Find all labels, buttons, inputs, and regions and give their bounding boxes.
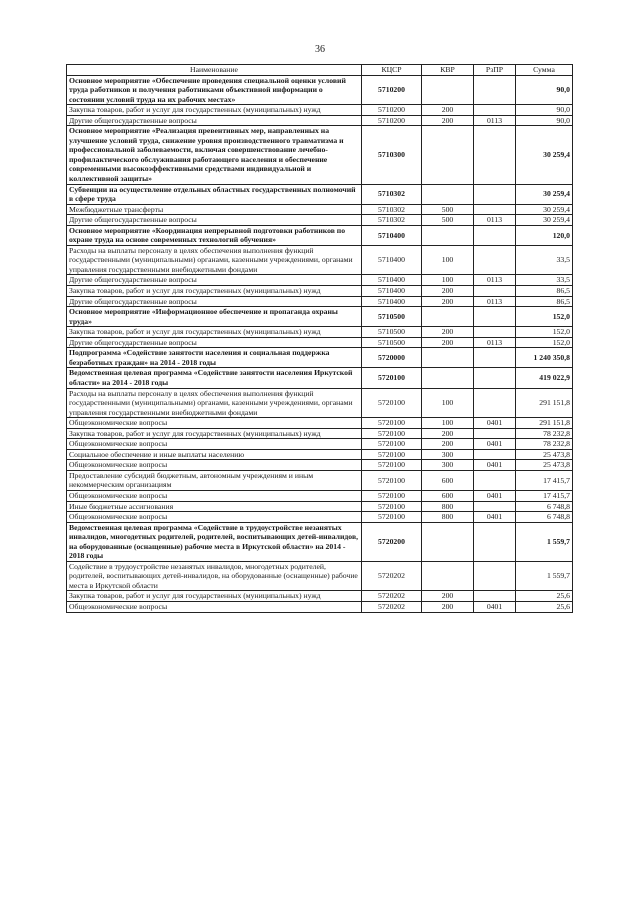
cell-rzpr: 0401: [474, 460, 516, 471]
table-row: [67, 296, 573, 307]
cell-rzpr: [474, 522, 516, 561]
cell-rzpr: 0113: [474, 296, 516, 307]
cell-sum: 419 022,9: [516, 368, 573, 388]
cell-name: Закупка товаров, работ и услуг для государственных (муниципальных) нужд: [67, 105, 362, 116]
cell-rzpr: 0401: [474, 601, 516, 612]
cell-kvr: 100: [422, 388, 474, 418]
cell-kcsr: 5710400: [362, 296, 422, 307]
cell-name: Подпрограмма «Содействие занятости населения и социальная поддержка безработных граждан» на 2014 - 2018 годы: [67, 348, 362, 368]
table-row: [67, 307, 573, 327]
cell-kvr: 200: [422, 296, 474, 307]
cell-kcsr: 5720100: [362, 449, 422, 460]
cell-kvr: [422, 126, 474, 184]
cell-kcsr: 5710302: [362, 184, 422, 204]
cell-kvr: [422, 225, 474, 245]
cell-sum: 25,6: [516, 591, 573, 602]
cell-rzpr: [474, 428, 516, 439]
cell-rzpr: [474, 307, 516, 327]
cell-rzpr: 0113: [474, 337, 516, 348]
table-row: [67, 126, 573, 184]
cell-kvr: 600: [422, 470, 474, 490]
cell-kvr: 300: [422, 449, 474, 460]
cell-kcsr: 5720100: [362, 490, 422, 501]
cell-kvr: 500: [422, 215, 474, 226]
header-kvr: КВР: [422, 65, 474, 76]
table-row: [67, 184, 573, 204]
cell-kcsr: 5710200: [362, 75, 422, 105]
cell-name: Другие общегосударственные вопросы: [67, 275, 362, 286]
table-row: [67, 286, 573, 297]
cell-sum: 120,0: [516, 225, 573, 245]
cell-sum: 152,0: [516, 337, 573, 348]
cell-sum: 30 259,4: [516, 204, 573, 215]
cell-kvr: [422, 348, 474, 368]
cell-sum: 90,0: [516, 105, 573, 116]
cell-name: Общеэкономические вопросы: [67, 439, 362, 450]
cell-name: Закупка товаров, работ и услуг для государственных (муниципальных) нужд: [67, 591, 362, 602]
table-row: [67, 245, 573, 275]
table-row: [67, 204, 573, 215]
cell-rzpr: 0401: [474, 418, 516, 429]
table-row: [67, 428, 573, 439]
cell-kcsr: 5710302: [362, 204, 422, 215]
cell-rzpr: 0401: [474, 512, 516, 523]
cell-rzpr: 0113: [474, 215, 516, 226]
table-row: [67, 215, 573, 226]
cell-rzpr: [474, 286, 516, 297]
cell-kvr: 300: [422, 460, 474, 471]
cell-kcsr: 5710500: [362, 327, 422, 338]
cell-name: Другие общегосударственные вопросы: [67, 337, 362, 348]
cell-kcsr: 5720202: [362, 601, 422, 612]
page-number: 36: [315, 44, 325, 55]
cell-name: Межбюджетные трансферты: [67, 204, 362, 215]
cell-kvr: [422, 522, 474, 561]
cell-kvr: 200: [422, 286, 474, 297]
cell-rzpr: 0113: [474, 275, 516, 286]
budget-table: [66, 64, 573, 613]
cell-rzpr: [474, 327, 516, 338]
cell-sum: 25,6: [516, 601, 573, 612]
cell-name: Расходы на выплаты персоналу в целях обеспечения выполнения функций государственными (муниципальными) органами, казенными учреждениями, органами управления государственными внебюджетными фондами: [67, 245, 362, 275]
cell-rzpr: [474, 449, 516, 460]
cell-kvr: 200: [422, 601, 474, 612]
cell-kcsr: 5720100: [362, 460, 422, 471]
cell-name: Общеэкономические вопросы: [67, 460, 362, 471]
cell-sum: 86,5: [516, 296, 573, 307]
cell-name: Закупка товаров, работ и услуг для государственных (муниципальных) нужд: [67, 428, 362, 439]
cell-name: Ведомственная целевая программа «Содействие занятости населения Иркутской области» на 2014 - 2018 годы: [67, 368, 362, 388]
cell-sum: 30 259,4: [516, 126, 573, 184]
cell-sum: 1 559,7: [516, 561, 573, 591]
header-rzpr: РзПР: [474, 65, 516, 76]
table-row: [67, 115, 573, 126]
table-row: [67, 460, 573, 471]
cell-sum: 90,0: [516, 115, 573, 126]
header-name: Наименование: [67, 65, 362, 76]
header-sum: Сумма: [516, 65, 573, 76]
cell-kcsr: 5720100: [362, 501, 422, 512]
cell-name: Субвенции на осуществление отдельных областных государственных полномочий в сфере труда: [67, 184, 362, 204]
table-row: [67, 522, 573, 561]
table-row: [67, 512, 573, 523]
cell-kvr: 500: [422, 204, 474, 215]
table-row: [67, 449, 573, 460]
cell-kcsr: 5720100: [362, 418, 422, 429]
cell-kvr: [422, 368, 474, 388]
cell-name: Расходы на выплаты персоналу в целях обеспечения выполнения функций государственными (муниципальными) органами, казенными учреждениями, органами управления государственными внебюджетными фондами: [67, 388, 362, 418]
cell-kcsr: 5720202: [362, 561, 422, 591]
cell-sum: 152,0: [516, 327, 573, 338]
cell-sum: 33,5: [516, 245, 573, 275]
cell-kvr: 200: [422, 105, 474, 116]
cell-name: Общеэкономические вопросы: [67, 490, 362, 501]
cell-rzpr: [474, 75, 516, 105]
cell-name: Другие общегосударственные вопросы: [67, 215, 362, 226]
cell-kvr: 100: [422, 245, 474, 275]
table-row: [67, 327, 573, 338]
cell-rzpr: [474, 184, 516, 204]
cell-name: Социальное обеспечение и иные выплаты населению: [67, 449, 362, 460]
cell-kcsr: 5720100: [362, 512, 422, 523]
cell-sum: 30 259,4: [516, 184, 573, 204]
cell-sum: 78 232,8: [516, 439, 573, 450]
cell-kvr: 200: [422, 115, 474, 126]
cell-kcsr: 5720202: [362, 591, 422, 602]
cell-sum: 86,5: [516, 286, 573, 297]
cell-name: Другие общегосударственные вопросы: [67, 296, 362, 307]
cell-rzpr: 0401: [474, 490, 516, 501]
cell-kvr: [422, 307, 474, 327]
cell-rzpr: [474, 245, 516, 275]
table-row: [67, 591, 573, 602]
cell-name: Общеэкономические вопросы: [67, 601, 362, 612]
cell-sum: 1 559,7: [516, 522, 573, 561]
cell-rzpr: [474, 348, 516, 368]
table-row: [67, 501, 573, 512]
cell-kcsr: 5710400: [362, 286, 422, 297]
cell-rzpr: [474, 501, 516, 512]
table-row: [67, 439, 573, 450]
cell-rzpr: [474, 225, 516, 245]
cell-name: Общеэкономические вопросы: [67, 418, 362, 429]
cell-kvr: 200: [422, 428, 474, 439]
cell-kvr: 600: [422, 490, 474, 501]
cell-rzpr: [474, 591, 516, 602]
cell-kcsr: 5710200: [362, 115, 422, 126]
cell-kvr: 800: [422, 501, 474, 512]
cell-sum: 291 151,8: [516, 418, 573, 429]
cell-kcsr: 5720100: [362, 388, 422, 418]
cell-kcsr: 5710400: [362, 245, 422, 275]
cell-rzpr: [474, 388, 516, 418]
cell-rzpr: [474, 204, 516, 215]
cell-kvr: 200: [422, 439, 474, 450]
table-row: [67, 601, 573, 612]
cell-name: Содействие в трудоустройстве незанятых инвалидов, многодетных родителей, родителей, воспитывающих детей-инвалидов, на оборудованные (оснащенные) рабочие места в Иркутской области: [67, 561, 362, 591]
cell-sum: 30 259,4: [516, 215, 573, 226]
cell-sum: 1 240 350,8: [516, 348, 573, 368]
cell-sum: 6 748,8: [516, 501, 573, 512]
cell-name: Основное мероприятие «Координация непрерывной подготовки работников по охране труда на основе современных технологий обучения»: [67, 225, 362, 245]
table-header-row: [67, 65, 573, 76]
cell-kcsr: 5720100: [362, 439, 422, 450]
cell-sum: 291 151,8: [516, 388, 573, 418]
cell-kvr: 100: [422, 275, 474, 286]
cell-kcsr: 5710300: [362, 126, 422, 184]
cell-name: Закупка товаров, работ и услуг для государственных (муниципальных) нужд: [67, 286, 362, 297]
cell-name: Ведомственная целевая программа «Содействие в трудоустройстве незанятых инвалидов, многодетных родителей, родителей, воспитывающих детей-инвалидов, на оборудованные (оснащенные) рабочие места в Иркутской области» на 2014 - 2018 годы: [67, 522, 362, 561]
cell-sum: 6 748,8: [516, 512, 573, 523]
table-row: [67, 368, 573, 388]
cell-name: Основное мероприятие «Информационное обеспечение и пропаганда охраны труда»: [67, 307, 362, 327]
table-row: [67, 75, 573, 105]
cell-kcsr: 5710400: [362, 225, 422, 245]
cell-kvr: [422, 184, 474, 204]
cell-name: Предоставление субсидий бюджетным, автономным учреждениям и иным некоммерческим организациям: [67, 470, 362, 490]
cell-name: Закупка товаров, работ и услуг для государственных (муниципальных) нужд: [67, 327, 362, 338]
cell-sum: 152,0: [516, 307, 573, 327]
cell-sum: 33,5: [516, 275, 573, 286]
header-kcsr: КЦСР: [362, 65, 422, 76]
cell-kcsr: 5710200: [362, 105, 422, 116]
cell-kvr: [422, 561, 474, 591]
cell-sum: 17 415,7: [516, 470, 573, 490]
cell-rzpr: 0401: [474, 439, 516, 450]
cell-kvr: 100: [422, 418, 474, 429]
cell-rzpr: 0113: [474, 115, 516, 126]
cell-name: Основное мероприятие «Обеспечение проведения специальной оценки условий труда работников и получения работниками объективной информации о состоянии условий труда на их рабочих местах»: [67, 75, 362, 105]
cell-sum: 90,0: [516, 75, 573, 105]
table-row: [67, 225, 573, 245]
cell-kvr: 800: [422, 512, 474, 523]
cell-kcsr: 5710400: [362, 275, 422, 286]
cell-sum: 17 415,7: [516, 490, 573, 501]
cell-sum: 78 232,8: [516, 428, 573, 439]
cell-kcsr: 5720100: [362, 368, 422, 388]
cell-rzpr: [474, 105, 516, 116]
table-row: [67, 348, 573, 368]
table-row: [67, 561, 573, 591]
cell-sum: 25 473,8: [516, 449, 573, 460]
table-row: [67, 275, 573, 286]
cell-rzpr: [474, 561, 516, 591]
cell-rzpr: [474, 470, 516, 490]
table-row: [67, 470, 573, 490]
cell-name: Общеэкономические вопросы: [67, 512, 362, 523]
table-row: [67, 337, 573, 348]
table-row: [67, 418, 573, 429]
cell-rzpr: [474, 368, 516, 388]
cell-kcsr: 5710500: [362, 307, 422, 327]
table-row: [67, 490, 573, 501]
cell-kcsr: 5720100: [362, 428, 422, 439]
cell-kcsr: 5710302: [362, 215, 422, 226]
cell-name: Другие общегосударственные вопросы: [67, 115, 362, 126]
cell-name: Иные бюджетные ассигнования: [67, 501, 362, 512]
cell-kcsr: 5720000: [362, 348, 422, 368]
cell-kcsr: 5710500: [362, 337, 422, 348]
cell-name: Основное мероприятие «Реализация превентивных мер, направленных на улучшение условий труда, снижение уровня производственного травматизма и профессиональной заболеваемости, включая совершенствование лечебно-профилактического обслуживания работающего населения и обеспечение современными высокоэффективными средствами индивидуальной и коллективной защиты»: [67, 126, 362, 184]
cell-rzpr: [474, 126, 516, 184]
table-row: [67, 105, 573, 116]
cell-kcsr: 5720200: [362, 522, 422, 561]
cell-sum: 25 473,8: [516, 460, 573, 471]
cell-kvr: [422, 75, 474, 105]
cell-kvr: 200: [422, 327, 474, 338]
cell-kcsr: 5720100: [362, 470, 422, 490]
cell-kvr: 200: [422, 337, 474, 348]
table-row: [67, 388, 573, 418]
cell-kvr: 200: [422, 591, 474, 602]
